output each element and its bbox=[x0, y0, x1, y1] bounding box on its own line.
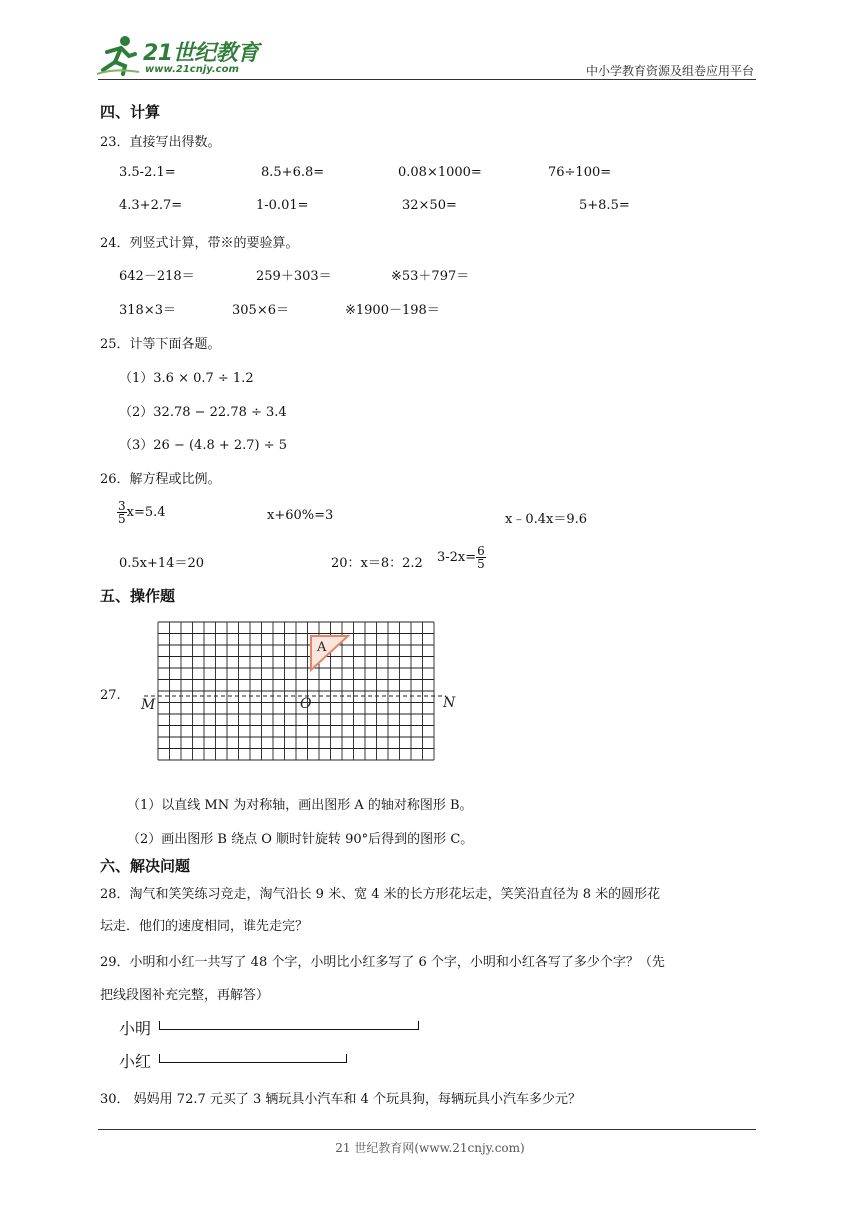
q23-r2-c4: 5+8.5= bbox=[579, 198, 630, 213]
footer-divider bbox=[98, 1129, 756, 1130]
q23-stem: 23．直接写出得数。 bbox=[100, 135, 221, 150]
q26-stem: 26．解方程或比例。 bbox=[100, 472, 221, 487]
logo bbox=[95, 34, 265, 78]
q29-line-2: 把线段图补充完整，再解答） bbox=[100, 988, 270, 1003]
q26-eq3: x﹣0.4x＝9.6 bbox=[505, 512, 588, 527]
q26-eq6-numerator: 6 bbox=[477, 544, 485, 558]
q30-text: 30． 妈妈用 72.7 元买了 3 辆玩具小汽车和 4 个玩具狗，每辆玩具小汽车多少元？ bbox=[100, 1092, 581, 1107]
q24-r1-c1: 642－218＝ bbox=[119, 269, 195, 284]
section5-title: 五、操作题 bbox=[100, 587, 176, 605]
q26-eq6 bbox=[437, 545, 486, 570]
footer-text: 21 世纪教育网(www.21cnjy.com) bbox=[335, 1141, 525, 1155]
section6-title: 六、解决问题 bbox=[100, 857, 191, 875]
q25-stem: 25．计等下面各题。 bbox=[100, 337, 221, 352]
q26-eq1-fraction bbox=[117, 500, 127, 525]
q27-grid-figure bbox=[138, 618, 456, 766]
q26-eq5: 20：x＝8：2.2 bbox=[331, 556, 423, 571]
q26-eq1-rest: x=5.4 bbox=[126, 505, 166, 520]
q23-r1-c4: 76÷100= bbox=[548, 165, 612, 180]
axis-label-m: M bbox=[141, 697, 156, 713]
q29-label-xiaoming: 小明 bbox=[119, 1019, 152, 1038]
q26-eq6-fraction bbox=[476, 545, 486, 570]
q26-eq4: 0.5x+14＝20 bbox=[119, 556, 204, 571]
q25-item-2: （2）32.78 − 22.78 ÷ 3.4 bbox=[119, 405, 287, 420]
q28-line-1: 28．淘气和笑笑练习竞走，淘气沿长 9 米、宽 4 米的长方形花坛走，笑笑沿直径为 8 米的圆形花 bbox=[100, 887, 661, 902]
q23-r2-c3: 32×50= bbox=[402, 198, 457, 213]
q24-r1-c2: 259＋303＝ bbox=[256, 269, 332, 284]
q25-item-1: （1）3.6 × 0.7 ÷ 1.2 bbox=[119, 371, 254, 386]
q24-r2-c1: 318×3＝ bbox=[119, 303, 176, 318]
section4-title: 四、计算 bbox=[100, 103, 161, 121]
q29-segment-xiaohong bbox=[159, 1054, 347, 1063]
q26-eq6-denominator: 5 bbox=[477, 557, 485, 571]
header-platform-text: 中小学教育资源及组卷应用平台 bbox=[585, 64, 754, 78]
q24-stem: 24．列竖式计算，带※的要验算。 bbox=[100, 236, 299, 251]
runner-icon bbox=[95, 34, 141, 76]
q23-r1-c3: 0.08×1000= bbox=[398, 165, 482, 180]
axis-label-o: O bbox=[300, 696, 312, 712]
q27-item-2: （2）画出图形 B 绕点 O 顺时针旋转 90°后得到的图形 C。 bbox=[127, 832, 474, 847]
logo-url: www.21cnjy.com bbox=[145, 64, 239, 75]
q24-r2-c3: ※1900－198＝ bbox=[345, 303, 440, 318]
q23-r1-c2: 8.5+6.8= bbox=[261, 165, 325, 180]
q29-segment-xiaoming bbox=[159, 1021, 419, 1030]
q27-item-1: （1）以直线 MN 为对称轴，画出图形 A 的轴对称图形 B。 bbox=[127, 798, 473, 813]
q29-line-1: 29．小明和小红一共写了 48 个字，小明比小红多写了 6 个字，小明和小红各写了多少个字？（先 bbox=[100, 955, 665, 970]
q26-eq2: x+60%=3 bbox=[267, 508, 334, 523]
q26-eq1 bbox=[117, 500, 166, 525]
logo-text: 21世纪教育 bbox=[143, 41, 259, 66]
q26-eq6-text: 3-2x= bbox=[437, 550, 477, 565]
q24-r1-c3: ※53＋797＝ bbox=[391, 269, 470, 284]
grid-lines bbox=[158, 622, 434, 760]
q24-r2-c2: 305×6＝ bbox=[232, 303, 289, 318]
q26-eq1-numerator: 3 bbox=[118, 499, 126, 513]
q26-eq1-denominator: 5 bbox=[118, 512, 126, 526]
q23-r1-c1: 3.5-2.1= bbox=[119, 165, 176, 180]
q28-line-2: 坛走．他们的速度相同，谁先走完？ bbox=[100, 919, 309, 934]
axis-label-n: N bbox=[443, 695, 456, 711]
q25-item-3: （3）26 − (4.8 + 2.7) ÷ 5 bbox=[119, 438, 288, 453]
q27-number: 27. bbox=[100, 688, 121, 703]
q23-r2-c1: 4.3+2.7= bbox=[119, 198, 183, 213]
q29-label-xiaohong: 小红 bbox=[119, 1052, 152, 1071]
shape-a-label: A bbox=[317, 640, 327, 655]
q23-r2-c2: 1-0.01= bbox=[256, 198, 309, 213]
header-divider bbox=[98, 79, 756, 80]
